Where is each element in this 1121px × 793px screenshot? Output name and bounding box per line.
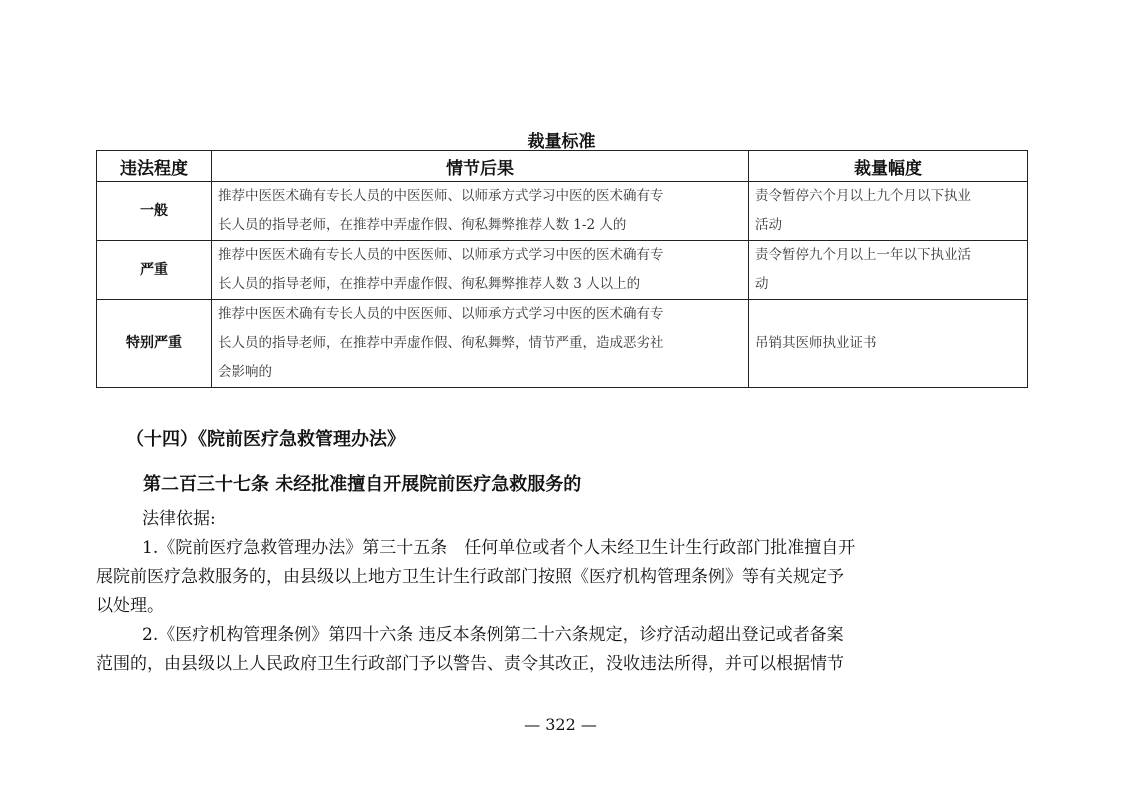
row-consequence xyxy=(212,300,749,388)
body-paragraph-line: 1.《院前医疗急救管理办法》第三十五条 任何单位或者个人未经卫生计生行政部门批准擅自开 xyxy=(142,538,856,558)
legal-basis-label: 法律依据: xyxy=(142,509,216,529)
header-violation-level: 违法程度 xyxy=(97,151,212,182)
header-circumstances: 情节后果 xyxy=(212,151,749,182)
cell-line: 吊销其医师执业证书 xyxy=(755,335,877,351)
section-heading: （十四）《院前医疗急救管理办法》 xyxy=(126,429,405,450)
cell-line: 推荐中医医术确有专长人员的中医医师、以师承方式学习中医的医术确有专 xyxy=(218,306,664,322)
row-penalty xyxy=(749,300,1028,388)
row-penalty xyxy=(749,182,1028,241)
cell-line: 会影响的 xyxy=(218,364,272,380)
row-consequence xyxy=(212,182,749,241)
cell-line: 责令暂停六个月以上九个月以下执业 xyxy=(755,188,971,204)
row-penalty xyxy=(749,241,1028,300)
cell-line: 动 xyxy=(755,276,769,292)
cell-line: 长人员的指导老师，在推荐中弄虚作假、徇私舞弊推荐人数 1-2 人的 xyxy=(218,217,627,233)
row-level: 特别严重 xyxy=(97,300,212,388)
row-consequence xyxy=(212,241,749,300)
page-number: — 322 — xyxy=(524,715,597,734)
row-level: 一般 xyxy=(97,182,212,241)
header-penalty-range: 裁量幅度 xyxy=(749,151,1028,182)
cell-line: 长人员的指导老师，在推荐中弄虚作假、徇私舞弊推荐人数 3 人以上的 xyxy=(218,276,641,292)
row-level: 严重 xyxy=(97,241,212,300)
body-paragraph-line: 展院前医疗急救服务的，由县级以上地方卫生计生行政部门按照《医疗机构管理条例》等有关规定予 xyxy=(96,567,844,587)
penalty-standard-table xyxy=(96,150,1028,388)
body-paragraph-line: 范围的，由县级以上人民政府卫生行政部门予以警告、责令其改正，没收违法所得，并可以根据情节 xyxy=(96,654,844,674)
cell-line: 推荐中医医术确有专长人员的中医医师、以师承方式学习中医的医术确有专 xyxy=(218,188,664,204)
cell-line: 责令暂停九个月以上一年以下执业活 xyxy=(755,247,971,263)
table-row xyxy=(97,182,1028,241)
body-paragraph-line: 以处理。 xyxy=(96,596,164,616)
cell-line: 活动 xyxy=(755,217,782,233)
article-title: 第二百三十七条 未经批准擅自开展院前医疗急救服务的 xyxy=(143,474,582,495)
cell-line: 长人员的指导老师，在推荐中弄虚作假、徇私舞弊，情节严重，造成恶劣社 xyxy=(218,335,664,351)
table-title: 裁量标准 xyxy=(527,132,596,152)
table-header-row xyxy=(97,151,1028,182)
body-paragraph-line: 2.《医疗机构管理条例》第四十六条 违反本条例第二十六条规定，诊疗活动超出登记或者备案 xyxy=(142,625,844,645)
table-row xyxy=(97,241,1028,300)
cell-line: 推荐中医医术确有专长人员的中医医师、以师承方式学习中医的医术确有专 xyxy=(218,247,664,263)
table-row xyxy=(97,300,1028,388)
